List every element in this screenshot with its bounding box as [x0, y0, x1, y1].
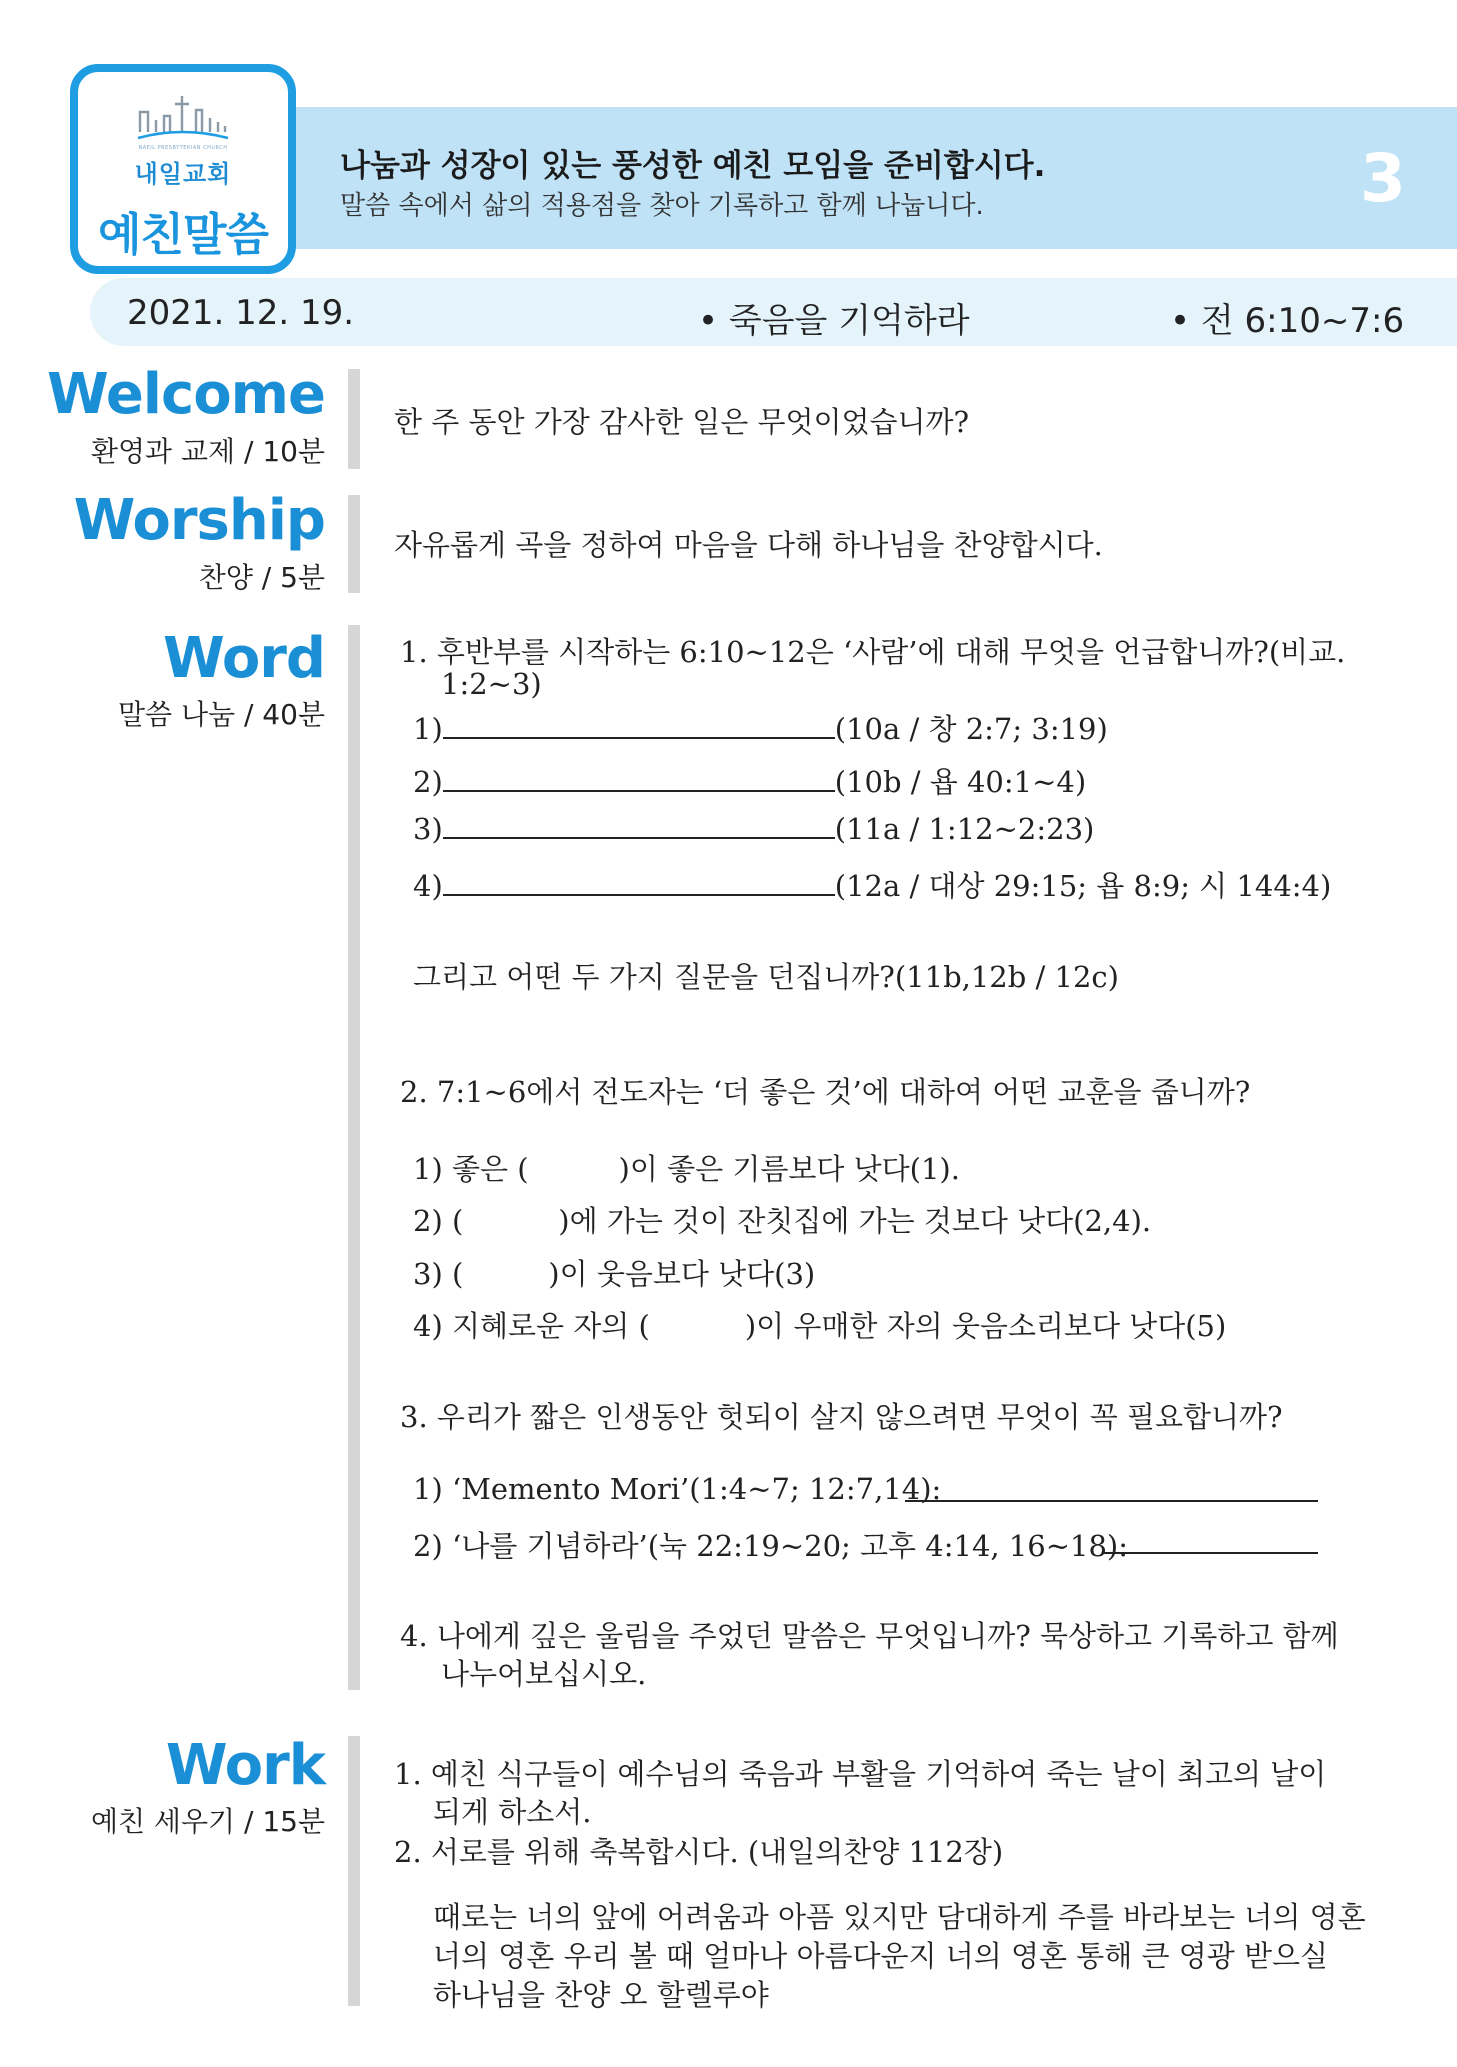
section-rule	[348, 1736, 360, 2006]
word-q3-text: 3. 우리가 짧은 인생동안 헛되이 살지 않으려면 무엇이 꼭 필요합니까?	[400, 1400, 1283, 1434]
page-number: 3	[1360, 140, 1406, 217]
fill-in-item	[413, 1252, 815, 1293]
item-after: )이 웃음보다 낫다(3)	[548, 1257, 816, 1291]
word-label: Word	[163, 626, 325, 691]
item-reference: (11a / 1:12~2:23)	[834, 812, 1095, 846]
item-before: 3) (	[413, 1257, 464, 1291]
answer-blank[interactable]	[905, 1500, 1318, 1502]
section-rule	[348, 625, 360, 1690]
word-q4-text-cont: 나누어보십시오.	[441, 1657, 647, 1691]
word-q1-text-cont: 1:2~3)	[441, 667, 542, 701]
lyric-line: 하나님을 찬양 오 할렐루야	[433, 1978, 769, 2012]
scripture-reference: • 전 6:10~7:6	[1170, 301, 1405, 341]
item-text: 1) ‘Memento Mori’(1:4~7; 12:7,14):	[413, 1472, 942, 1506]
item-number: 3)	[413, 812, 443, 846]
song-lyrics	[433, 1898, 1366, 2015]
work-sub: 예친 세우기 / 15분	[90, 1805, 325, 1838]
welcome-sub: 환영과 교제 / 10분	[90, 435, 325, 468]
logo-church-name: 내일교회	[134, 160, 232, 188]
answer-blank[interactable]	[443, 894, 835, 896]
theme-text: • 죽음을 기억하라	[698, 301, 970, 341]
item-after: )에 가는 것이 잔칫집에 가는 것보다 낫다(2,4).	[558, 1204, 1152, 1238]
answer-line	[413, 812, 1094, 846]
word-q1-text: 1. 후반부를 시작하는 6:10~12은 ‘사람’에 대해 무엇을 언급합니까?(비교.	[400, 635, 1346, 669]
item-text: 2) ‘나를 기념하라’(눅 22:19~20; 고후 4:14, 16~18):	[413, 1529, 1129, 1563]
item-after: )이 우매한 자의 웃음소리보다 낫다(5)	[744, 1309, 1227, 1343]
answer-blank[interactable]	[443, 790, 835, 792]
word-q4-text: 4. 나에게 깊은 울림을 주었던 말씀은 무엇입니까? 묵상하고 기록하고 함께	[400, 1619, 1339, 1653]
item-before: 4) 지혜로운 자의 (	[413, 1309, 650, 1343]
word-q2-text: 2. 7:1~6에서 전도자는 ‘더 좋은 것’에 대하여 어떤 교훈을 줍니까?	[400, 1075, 1251, 1109]
answer-line	[413, 864, 1331, 905]
church-logo	[70, 64, 296, 274]
item-number: 4)	[413, 869, 443, 903]
work-prayer-2: 2. 서로를 위해 축복합시다. (내일의찬양 112장)	[394, 1835, 1004, 1869]
answer-line	[413, 1472, 941, 1506]
word-q1-followup: 그리고 어떤 두 가지 질문을 던집니까?(11b,12b / 12c)	[413, 960, 1119, 994]
worship-label: Worship	[73, 488, 325, 553]
date-text: 2021. 12. 19.	[127, 293, 355, 333]
worship-sub: 찬양 / 5분	[198, 561, 325, 594]
church-skyline-icon	[136, 92, 230, 148]
item-reference: (10b / 욥 40:1~4)	[834, 765, 1087, 799]
answer-blank[interactable]	[1104, 1552, 1318, 1554]
item-reference: (10a / 창 2:7; 3:19)	[834, 712, 1108, 746]
work-label: Work	[165, 1733, 325, 1798]
fill-in-item	[413, 1147, 960, 1188]
lyric-line: 때로는 너의 앞에 어려움과 아픔 있지만 담대하게 주를 바라보는 너의 영혼	[433, 1900, 1366, 1934]
answer-line	[413, 707, 1108, 748]
item-before: 2) (	[413, 1204, 464, 1238]
item-reference: (12a / 대상 29:15; 욥 8:9; 시 144:4)	[834, 869, 1332, 903]
section-rule	[348, 495, 360, 593]
item-number: 2)	[413, 765, 443, 799]
welcome-question: 한 주 동안 가장 감사한 일은 무엇이었습니까?	[394, 405, 970, 439]
fill-in-item	[413, 1199, 1151, 1240]
banner-title: 나눔과 성장이 있는 풍성한 예친 모임을 준비합시다.	[340, 148, 1046, 184]
banner-subtitle: 말씀 속에서 삶의 적용점을 찾아 기록하고 함께 나눕니다.	[340, 191, 984, 221]
work-prayer-1: 1. 예친 식구들이 예수님의 죽음과 부활을 기억하여 죽는 날이 최고의 날이	[394, 1757, 1327, 1791]
answer-line	[413, 760, 1086, 801]
answer-line	[413, 1524, 1128, 1565]
logo-english-name: NAEIL PRESBYTERIAN CHURCH	[138, 145, 228, 151]
item-number: 1)	[413, 712, 443, 746]
worship-text: 자유롭게 곡을 정하여 마음을 다해 하나님을 찬양합시다.	[394, 528, 1103, 562]
welcome-label: Welcome	[47, 362, 325, 427]
word-sub: 말씀 나눔 / 40분	[117, 698, 325, 731]
answer-blank[interactable]	[443, 837, 835, 839]
section-rule	[348, 369, 360, 469]
item-after: )이 좋은 기름보다 낫다(1).	[618, 1152, 960, 1186]
item-before: 1) 좋은 (	[413, 1152, 529, 1186]
lyric-line: 너의 영혼 우리 볼 때 얼마나 아름다운지 너의 영혼 통해 큰 영광 받으실	[433, 1939, 1329, 1973]
fill-in-item	[413, 1304, 1226, 1345]
answer-blank[interactable]	[443, 737, 835, 739]
logo-title: 예친말씀	[98, 208, 268, 261]
work-prayer-1-cont: 되게 하소서.	[433, 1795, 592, 1829]
